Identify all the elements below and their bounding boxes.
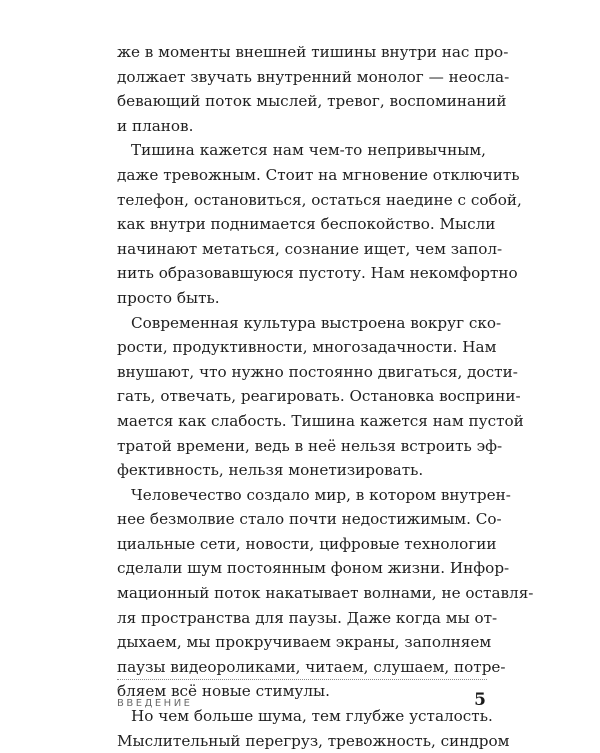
text-line: дыхаем, мы прокручиваем экраны, заполняем: [117, 633, 492, 652]
text-line: нее безмолвие стало почти недостижимым. Со-: [117, 510, 502, 529]
text-line: внушают, что нужно постоянно двигаться, дости-: [117, 362, 518, 381]
paragraph: [117, 40, 510, 138]
text-line: тратой времени, ведь в неё нельзя встроить эф-: [117, 436, 503, 455]
footer-divider: [117, 679, 487, 680]
text-line: Тишина кажется нам чем-то непривычным,: [131, 141, 486, 160]
text-line: Мыслительный перегруз, тревожность, синдром: [117, 731, 510, 750]
paragraph: [117, 483, 534, 704]
text-line: мается как слабость. Тишина кажется нам пустой: [117, 411, 524, 430]
page-number: 5: [474, 690, 486, 710]
text-line: телефон, остановиться, остаться наедине с собой,: [117, 190, 522, 209]
text-line: бевающий поток мыслей, тревог, воспоминаний: [117, 92, 507, 111]
text-line: мационный поток накатывает волнами, не оставля-: [117, 584, 534, 603]
text-line: паузы видеороликами, читаем, слушаем, потре-: [117, 657, 506, 676]
running-head: ВВЕДЕНИЕ: [117, 698, 193, 709]
text-line: как внутри поднимается беспокойство. Мысли: [117, 215, 496, 234]
text-line: сделали шум постоянным фоном жизни. Инфор-: [117, 559, 510, 578]
text-line: начинают метаться, сознание ищет, чем запол-: [117, 239, 503, 258]
text-line: циальные сети, новости, цифровые технологии: [117, 534, 497, 553]
text-line: нить образовавшуюся пустоту. Нам некомфортно: [117, 264, 518, 283]
text-line: и планов.: [117, 116, 194, 135]
text-line: бляем всё новые стимулы.: [117, 682, 330, 701]
text-line: фективность, нельзя монетизировать.: [117, 461, 424, 480]
text-line: рости, продуктивности, многозадачности. Нам: [117, 338, 497, 357]
text-line: же в моменты внешней тишины внутри нас про-: [117, 43, 509, 61]
paragraph: [117, 311, 524, 483]
text-line: гать, отвечать, реагировать. Остановка восприни-: [117, 387, 521, 406]
text-line: ля пространства для паузы. Даже когда мы от-: [117, 608, 498, 627]
text-line: Человечество создало мир, в котором внутрен-: [131, 485, 511, 504]
text-line: должает звучать внутренний монолог — неосла-: [117, 67, 510, 86]
body-text: [117, 40, 534, 753]
paragraph: [117, 138, 522, 310]
paragraph: [117, 704, 510, 753]
text-line: просто быть.: [117, 288, 220, 307]
text-line: Современная культура выстроена вокруг ско-: [131, 313, 502, 332]
text-line: Но чем больше шума, тем глубже усталость.: [131, 707, 493, 726]
text-line: даже тревожным. Стоит на мгновение отключить: [117, 165, 520, 184]
